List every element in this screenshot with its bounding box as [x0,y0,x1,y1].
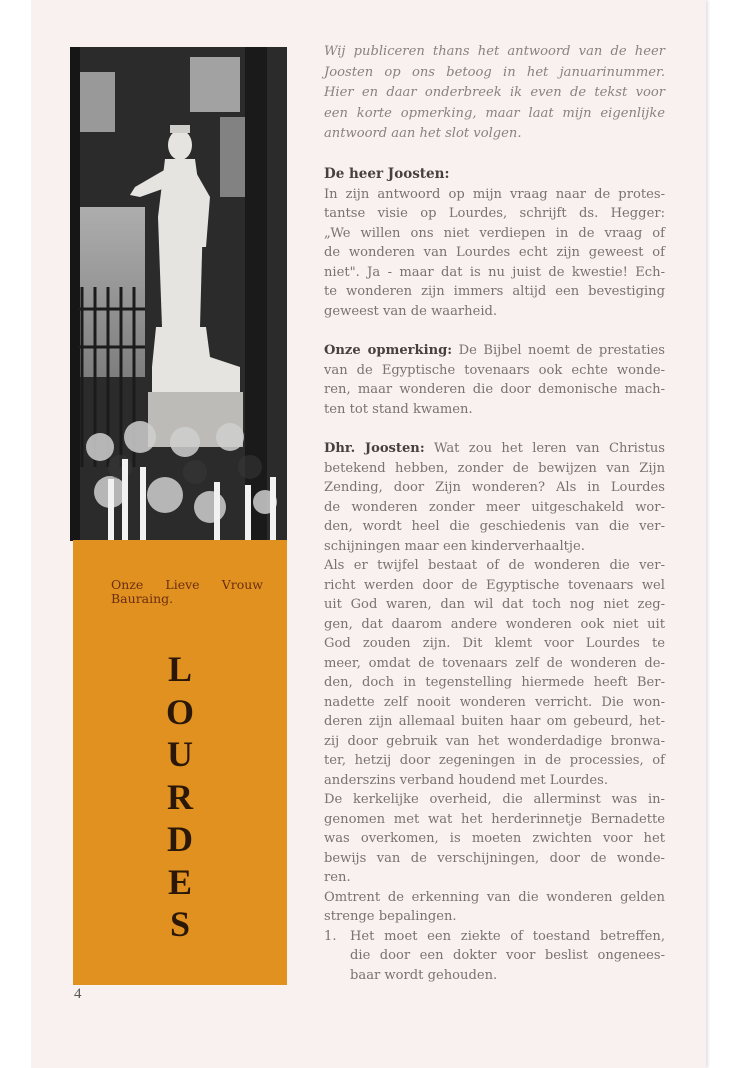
caption-word: Vrouw [221,577,263,592]
text-line: den, doch in tegenstelling hiermede heeft Ber- [324,675,665,690]
text-line: gen, dat daarom andere wonderen ook niet uit [324,616,665,632]
title-letter: R [167,776,193,817]
caption-word: Onze [111,577,144,592]
text-line: bewijs van de verschijningen, door de wonde- [324,850,665,866]
section-3-paragraph-4 [324,888,665,927]
magazine-page [31,0,706,1068]
text-line: nadette zelf nooit wonderen verricht. Die won- [324,694,665,710]
page-number: 4 [74,986,82,1002]
intro-line: een korte opmerking, maar laat mijn eigenlijke [324,105,665,121]
text-line: de wonderen van Lourdes echt zijn geweest of [324,245,665,260]
text-line: die door een dokter voor beslist ongenees- [350,948,665,963]
text-line: anderszins verband houdend met Lourdes. [324,772,609,788]
text-line: meer, omdat de tovenaars zelf de wonderen de- [324,655,665,671]
section-2-paragraph [324,341,665,419]
photo-caption [111,578,263,606]
text-line: den, wordt heel die geschiedenis van die ver- [324,519,665,534]
text-line: De kerkelijke overheid, die allerminst was in- [324,792,665,807]
text-line: was overkomen, is moeten zwichten voor het [324,831,665,846]
title-block [73,540,287,985]
caption-word: Lieve [165,577,200,592]
text-line: ren, maar wonderen die door demonische mach- [324,382,665,397]
text-line: te wonderen zijn immers altijd een bevestiging [324,284,665,299]
section-3-paragraph-3 [324,790,665,888]
text-line: strenge bepalingen. [324,909,457,924]
title-letter: E [167,861,192,902]
statue-photo [70,47,287,541]
text-fragment: De Bijbel noemt de prestaties [458,343,665,358]
text-line: schijningen maar een kinderverhaaltje. [324,538,585,554]
intro-line: Hier en daar onderbreek ik even de tekst voor [324,85,665,100]
title-letter: U [167,734,193,774]
title-letter: L [167,649,192,689]
statue-photo-illustration [70,47,287,541]
text-line: geweest van de waarheid. [324,303,498,319]
vertical-title-lourdes [73,648,287,946]
numbered-list-item [324,927,665,986]
section-1-paragraph [324,185,665,322]
intro-line: Joosten op ons betoog in het januarinummer. [324,64,665,80]
text-line: Als er twijfel bestaat of de wonderen die ver- [324,558,665,573]
text-line: „We willen ons niet verdiepen in de vraag of [324,225,665,241]
text-line: ten tot stand kwamen. [324,401,473,417]
text-line: uit God waren, dan wil dat toch nog niet zeg- [324,597,665,612]
text-line [324,439,665,459]
intro-paragraph [324,42,665,145]
text-line: zij door gebruik van het wonderdadige bronwa- [324,733,665,749]
section-3-paragraph-2 [324,556,665,790]
title-letter: O [165,691,194,732]
article-column [324,42,665,985]
title-letter: S [169,904,191,944]
intro-line: Wij publiceren thans het antwoord van de heer [324,44,665,59]
text-line: Het moet een ziekte of toestand betreffen, [350,928,665,944]
section-3-paragraph [324,439,665,556]
title-letter: D [167,819,193,859]
text-line: de wonderen zonder meer uitgeschakeld wor- [324,499,665,515]
section-heading: Onze opmerking: [324,343,453,358]
text-line: Zending, door Zijn wonderen? Als in Lourdes [324,480,665,495]
text-line: van de Egyptische tovenaars ook echte wonde- [324,362,665,378]
text-line: genomen met wat het herderinnetje Bernadette [324,811,665,827]
text-line: In zijn antwoord op mijn vraag naar de protes- [324,186,665,202]
list-number: 1. [324,928,337,944]
text-line: ter, hetzij door zegeningen in de processies, of [324,753,665,768]
text-line: niet". Ja - maar dat is nu juist de kwestie! Ech- [324,264,665,280]
text-line: tantse visie op Lourdes, schrijft ds. Hegger: [324,206,665,221]
text-line: baar wordt gehouden. [350,967,498,983]
section-heading: De heer Joosten: [324,165,450,182]
text-line: betekend hebben, zonder de bewijzen van Zijn [324,460,665,476]
text-line: Omtrent de erkenning van die wonderen gelden [324,889,665,905]
text-line: deren zijn allemaal buiten haar om gebeurd, het- [324,714,665,729]
text-fragment: Wat zou het leren van Christus [434,441,665,456]
text-line [324,341,665,361]
intro-line: antwoord aan het slot volgen. [324,126,522,141]
section-heading: Dhr. Joosten: [324,441,425,456]
text-line: God zouden zijn. Dit klemt voor Lourdes te [324,636,665,651]
text-line: ren. [324,870,351,885]
caption-line-2: Bauraing. [111,591,174,606]
text-line: richt werden door de Egyptische tovenaars wel [324,577,665,593]
